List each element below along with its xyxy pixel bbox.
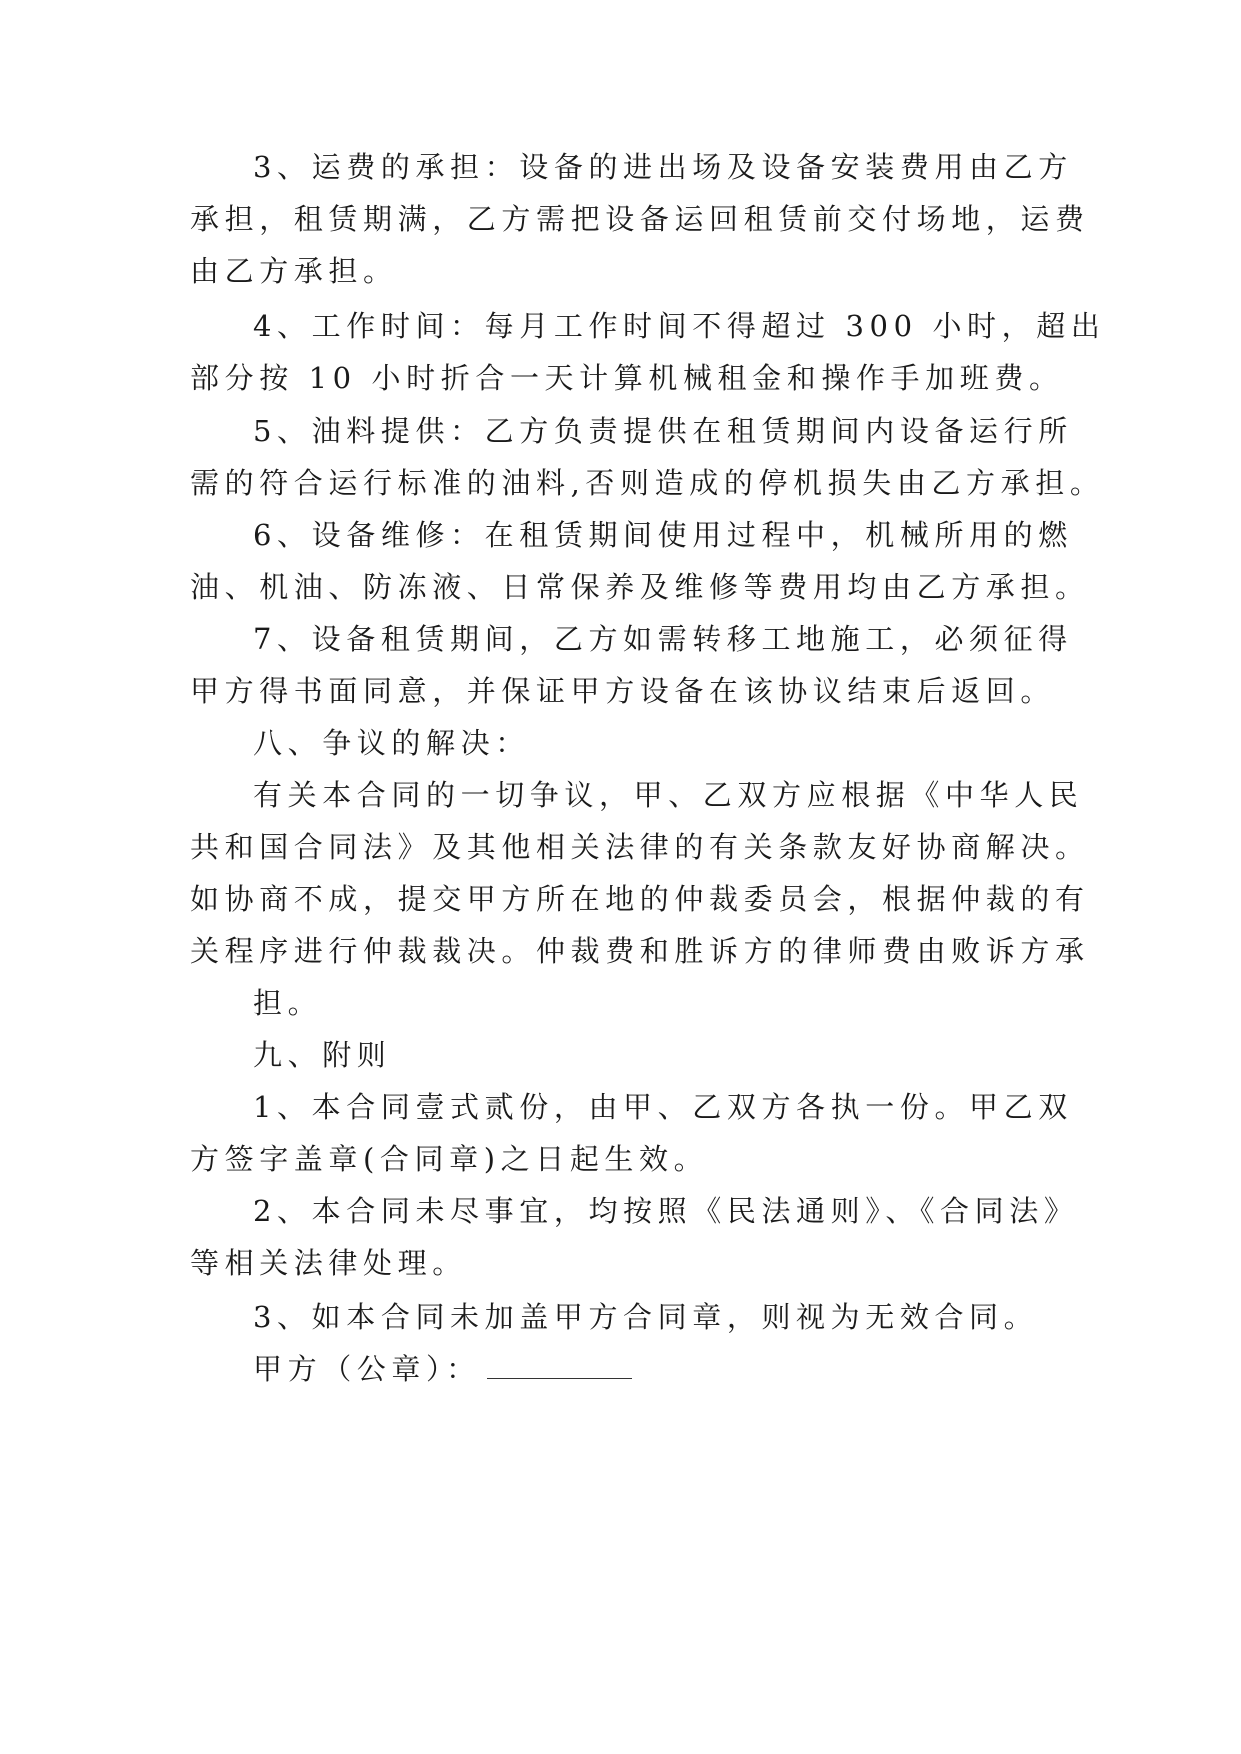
dispute-line-5: 担。 bbox=[253, 986, 323, 1020]
clause-3-line-2: 承担，租赁期满，乙方需把设备运回租赁前交付场地，运费 bbox=[190, 202, 1090, 236]
annex-2-line-2: 等相关法律处理。 bbox=[190, 1246, 467, 1280]
signature-blank-line bbox=[487, 1352, 632, 1379]
dispute-line-2: 共和国合同法》及其他相关法律的有关条款友好协商解决。 bbox=[190, 830, 1090, 864]
clause-6-line-2: 油、机油、防冻液、日常保养及维修等费用均由乙方承担。 bbox=[190, 570, 1090, 604]
dispute-line-4: 关程序进行仲裁裁决。仲裁费和胜诉方的律师费由败诉方承 bbox=[190, 934, 1090, 968]
section-8-heading: 八、争议的解决： bbox=[253, 726, 530, 760]
clause-7-line-1: 7、设备租赁期间，乙方如需转移工地施工，必须征得 bbox=[253, 622, 1073, 656]
annex-1-line-2: 方签字盖章(合同章)之日起生效。 bbox=[190, 1142, 709, 1176]
clause-6-line-1: 6、设备维修：在租赁期间使用过程中，机械所用的燃 bbox=[253, 518, 1073, 552]
clause-3-line-3: 由乙方承担。 bbox=[190, 254, 398, 288]
clause-5-line-2: 需的符合运行标准的油料,否则造成的停机损失由乙方承担。 bbox=[190, 466, 1105, 500]
party-a-seal-row bbox=[253, 1352, 632, 1386]
party-a-seal-label: 甲方（公章）： bbox=[253, 1352, 481, 1386]
clause-7-line-2: 甲方得书面同意，并保证甲方设备在该协议结束后返回。 bbox=[190, 674, 1056, 708]
section-9-heading: 九、附则 bbox=[253, 1038, 392, 1072]
annex-1-line-1: 1、本合同壹式贰份，由甲、乙双方各执一份。甲乙双 bbox=[253, 1090, 1073, 1124]
annex-3-line-1: 3、如本合同未加盖甲方合同章，则视为无效合同。 bbox=[253, 1300, 1039, 1334]
clause-4-line-2: 部分按 10 小时折合一天计算机械租金和操作手加班费。 bbox=[190, 361, 1064, 395]
dispute-line-3: 如协商不成，提交甲方所在地的仲裁委员会，根据仲裁的有 bbox=[190, 882, 1090, 916]
clause-3-line-1: 3、运费的承担：设备的进出场及设备安装费用由乙方 bbox=[253, 150, 1073, 184]
clause-5-line-1: 5、油料提供：乙方负责提供在租赁期间内设备运行所 bbox=[253, 414, 1073, 448]
dispute-line-1: 有关本合同的一切争议，甲、乙双方应根据《中华人民 bbox=[253, 778, 1084, 812]
clause-4-line-1: 4、工作时间：每月工作时间不得超过 300 小时，超出 bbox=[253, 309, 1106, 343]
annex-2-line-1: 2、本合同未尽事宜，均按照《民法通则》、《合同法》 bbox=[253, 1194, 1079, 1228]
